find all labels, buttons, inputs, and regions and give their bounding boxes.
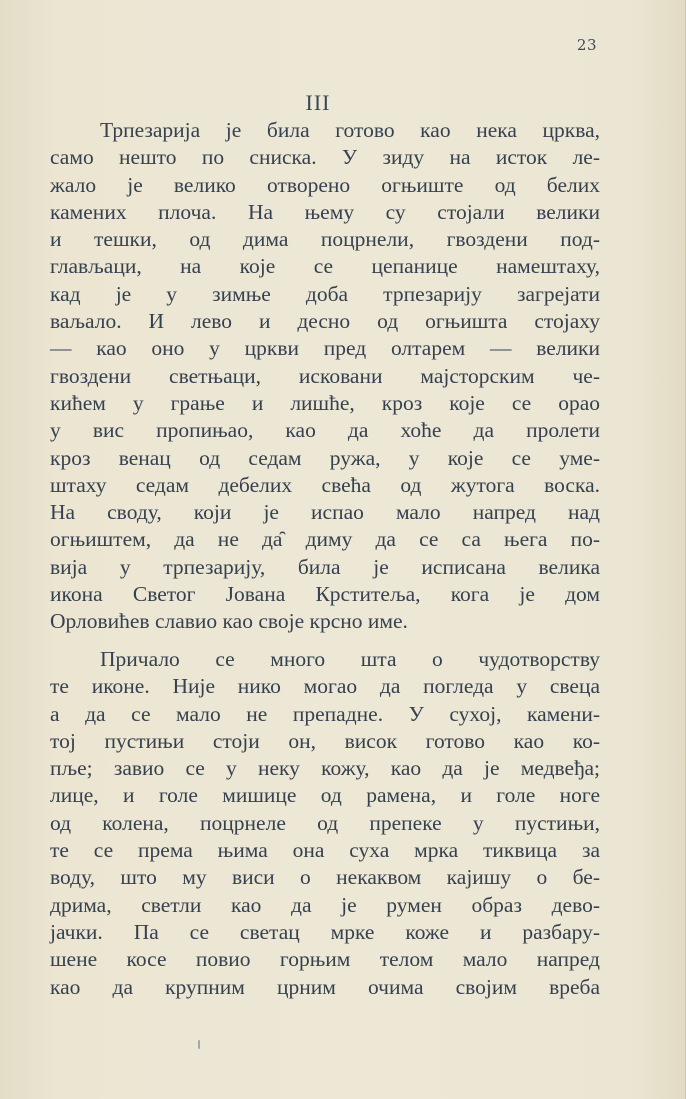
text-line: камених плоча. На њему су стојали велики: [50, 199, 600, 224]
text-line: те се према њима она суха мрка тиквица за: [50, 838, 600, 863]
page-number: 23: [576, 36, 597, 54]
text-line: само нешто по сниска. У зиду на исток ле-: [50, 145, 600, 170]
text-line: Причало се много шта о чудотворству: [100, 647, 600, 671]
text-line: Орловићев славио као своје крсно име.: [50, 609, 408, 634]
text-line: штаху седам дебелих свећа од жутога воска.: [50, 472, 600, 497]
text-line: дрима, светли као да је румен образ дево-: [50, 892, 600, 917]
text-line: икона Светог Јована Крститеља, кога је дом: [50, 582, 600, 607]
text-line: вија у трпезарију, била је исписана велика: [50, 554, 600, 579]
text-line: од колена, поцрнеле од препеке у пустињи,: [50, 810, 600, 835]
text-line: воду, што му виси о некаквом кајишу о бе-: [50, 865, 600, 890]
text-line: На своду, који је испао мало напред над: [50, 500, 600, 525]
text-line: огњиштем, да не да̑ диму да се са њега по-: [50, 527, 600, 552]
paragraph-1: [50, 117, 600, 636]
text-line: — као оно у цркви пред олтарем — велики: [50, 336, 600, 361]
text-line: кад је у зимње доба трпезарију загрејати: [50, 281, 600, 306]
text-line: ваљало. И лево и десно од огњишта стојаху: [50, 309, 600, 334]
text-line: те иконе. Није нико могао да погледа у свеца: [50, 674, 600, 699]
text-line: јачки. Па се светац мрке коже и разбару-: [50, 919, 600, 944]
text-line: Трпезарија је била готово као нека црква,: [100, 118, 600, 142]
text-line: лице, и голе мишице од рамена, и голе ноге: [50, 783, 600, 808]
text-line: и тешки, од дима поцрнели, гвоздени под-: [50, 227, 600, 252]
text-line: као да крупним црним очима својим вреба: [50, 974, 600, 999]
text-line: кићем у грање и лишће, кроз које се орао: [50, 390, 600, 415]
text-line: гвоздени светњаци, исковани мајсторским че-: [50, 363, 600, 388]
text-line: пље; завио се у неку кожу, као да је медвеђа;: [50, 756, 600, 781]
text-line: а да се мало не препадне. У сухој, камени-: [50, 701, 600, 726]
text-line: жало је велико отворено огњиште од белих: [50, 172, 600, 197]
text-line: кроз венац од седам ружа, у које се уме-: [50, 445, 600, 470]
text-line: шене косе повио горњим телом мало напред: [50, 947, 600, 972]
paragraph-2: [50, 646, 600, 1001]
ink-speck: [198, 1040, 200, 1049]
chapter-heading: III: [305, 90, 331, 115]
text-line: у вис пропињао, као да хоће да пролети: [50, 418, 600, 443]
text-line: глављаци, на које се цепанице намештаху,: [50, 254, 600, 279]
text-line: тој пустињи стоји он, висок готово као ко-: [50, 728, 600, 753]
